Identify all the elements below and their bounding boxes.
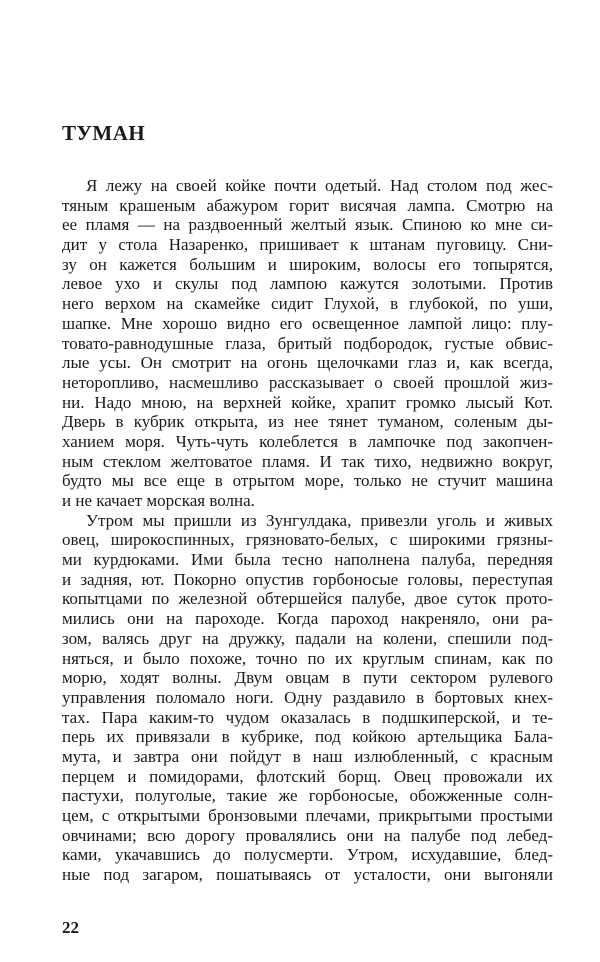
chapter-body bbox=[62, 176, 553, 885]
text-line: лые усы. Он смотрит на огонь щелочками глаз и, как всегда, bbox=[62, 353, 553, 373]
paragraph bbox=[62, 511, 553, 885]
text-line: будто мы все еще в отрытом море, только не стучит машина bbox=[62, 471, 553, 491]
paragraph bbox=[62, 176, 553, 511]
text-line: няться, и было похоже, точно по их круглым спинам, как по bbox=[62, 648, 553, 668]
text-line: пастухи, полуголые, такие же горбоносые, обожженные солн- bbox=[62, 786, 553, 806]
text-line: перцем и помидорами, флотский борщ. Овец провожали их bbox=[62, 766, 553, 786]
text-line: цем, с открытыми бронзовыми плечами, прикрытыми простыми bbox=[62, 806, 553, 825]
text-line: и задняя, ют. Покорно опустив горбоносые головы, переступая bbox=[62, 569, 553, 589]
text-line: зу он кажется большим и широким, волосы его топырятся, bbox=[62, 254, 553, 274]
text-line: Утром мы пришли из Зунгулдака, привезли уголь и живых bbox=[86, 510, 553, 530]
text-line: Я лежу на своей койке почти одетый. Над столом под жес- bbox=[86, 176, 553, 195]
text-line: тах. Пара каким-то чудом оказалась в подшкиперской, и те- bbox=[62, 707, 553, 727]
text-line: мута, и завтра они пойдут в наш излюбленный, с красным bbox=[62, 746, 553, 766]
text-line: ханием моря. Чуть-чуть колеблется в лампочке под закопчен- bbox=[62, 431, 553, 451]
chapter-title: ТУМАН bbox=[62, 121, 146, 145]
text-line: мились они на пароходе. Когда пароход накреняло, они ра- bbox=[62, 609, 553, 629]
text-line: морю, ходят волны. Двум овцам в пути сектором рулевого bbox=[62, 668, 553, 688]
text-line: Дверь в кубрик открыта, из нее тянет туманом, соленым ды- bbox=[62, 412, 553, 432]
text-line: овчинами; всю дорогу провалялись они на палубе под лебед- bbox=[62, 825, 553, 845]
text-line: овец, широкоспинных, грязновато-белых, с широкими грязны- bbox=[62, 530, 553, 550]
text-line: перь их привязали в кубрике, под койкою артельщика Бала- bbox=[62, 727, 553, 747]
text-line: ни. Надо мною, на верхней койке, храпит громко лысый Кот. bbox=[62, 392, 553, 412]
text-line: и не качает морская волна. bbox=[62, 491, 255, 510]
text-line: товато-равнодушные глаза, бритый подбородок, густые обвис- bbox=[62, 333, 553, 353]
text-line: зом, валясь друг на дружку, падали на колени, спешили под- bbox=[62, 628, 553, 648]
text-line: ками, укачавшись до полусмерти. Утром, исхудавшие, блед- bbox=[62, 845, 553, 865]
text-line: копытцами по железной обтершейся палубе, двое суток прото- bbox=[62, 589, 553, 609]
text-line: ные под загаром, пошатываясь от усталости, они выгоняли bbox=[62, 865, 553, 885]
text-line: ее пламя — на раздвоенный желтый язык. Спиною ко мне си- bbox=[62, 215, 553, 235]
text-line: неторопливо, насмешливо рассказывает о своей прошлой жиз- bbox=[62, 372, 553, 392]
text-line: дит у стола Назаренко, пришивает к штанам пуговицу. Сни- bbox=[62, 235, 553, 255]
text-line: ным стеклом желтоватое пламя. И так тихо, недвижно вокруг, bbox=[62, 451, 553, 471]
text-line: ми курдюками. Ими была тесно наполнена палуба, передняя bbox=[62, 550, 553, 570]
text-line: левое ухо и скулы под лампою кажутся золотыми. Против bbox=[62, 274, 553, 294]
text-line: шапке. Мне хорошо видно его освещенное лампой лицо: плу- bbox=[62, 313, 553, 333]
page-number: 22 bbox=[62, 918, 79, 937]
text-line: него верхом на скамейке сидит Глухой, в глубокой, по уши, bbox=[62, 294, 553, 314]
text-line: управления поломало ноги. Одну раздавило в бортовых кнех- bbox=[62, 687, 553, 707]
text-line: тяным крашеным абажуром горит висячая лампа. Смотрю на bbox=[62, 195, 553, 215]
